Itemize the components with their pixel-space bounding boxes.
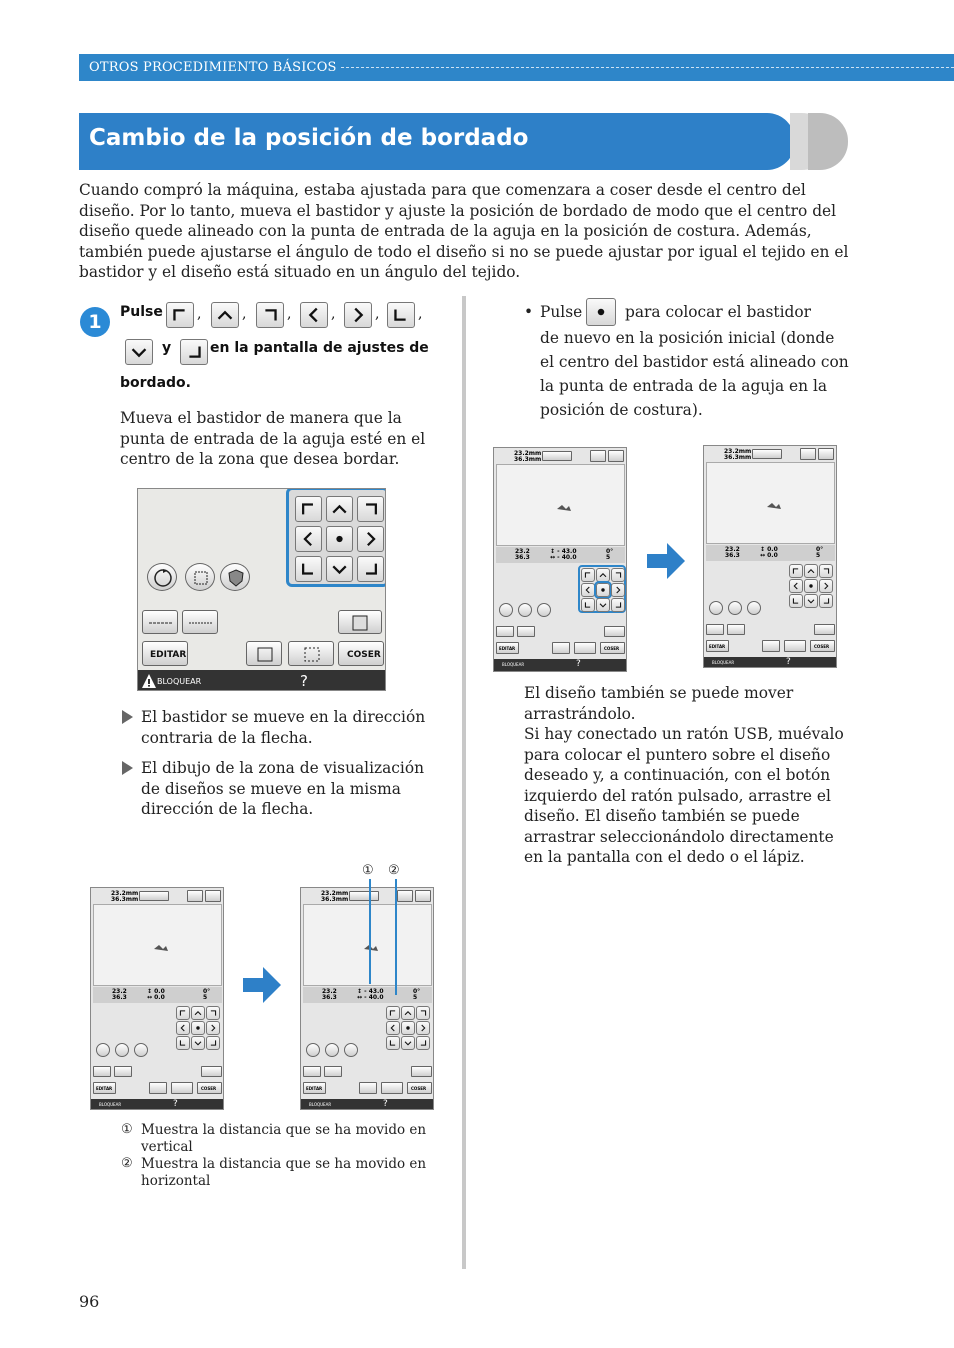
design-info-bar bbox=[706, 545, 835, 561]
angle-value: 0° bbox=[413, 988, 421, 995]
bloquear-label: BLOQUEAR bbox=[712, 660, 735, 665]
arrow-lower-right-icon[interactable] bbox=[416, 1036, 430, 1050]
design-height: 36.3mm bbox=[321, 896, 349, 903]
center-dot-icon[interactable] bbox=[596, 583, 610, 597]
editar-button[interactable] bbox=[93, 1082, 116, 1094]
page-title-bar bbox=[79, 113, 795, 170]
thread-button[interactable] bbox=[359, 1082, 377, 1094]
step-tail-label-1: en la pantalla de ajustes de bbox=[210, 340, 429, 356]
zoom-toggle-button[interactable] bbox=[139, 891, 169, 901]
angle-value: 0° bbox=[606, 548, 614, 555]
intro-paragraph: Cuando compró la máquina, estaba ajustada para que comenzara a coser desde el centro del diseño. Por lo tanto, mueva el bastidor y ajuste la posición de bordado de modo que el centro del diseño quede alineado con la punta de entrada de la aguja en la posición de costura. Además, también puede ajustarse el ángulo de todo el diseño si no se puede ajustar por igual el tejido en el bastidor y el diseño está situado en un ángulo del tejido. bbox=[79, 181, 849, 281]
right-pulse-label: Pulse bbox=[540, 303, 583, 321]
arrow-right-icon[interactable] bbox=[206, 1021, 220, 1035]
arrow-upper-left-icon[interactable] bbox=[176, 1006, 190, 1020]
design-info-bar bbox=[496, 547, 625, 563]
help-icon[interactable]: ? bbox=[786, 657, 791, 667]
coser-label: COSER bbox=[347, 650, 381, 660]
coser-button[interactable] bbox=[600, 642, 625, 654]
screen-before-center bbox=[493, 447, 627, 672]
thread-button[interactable] bbox=[246, 641, 282, 666]
arrow-up-icon[interactable] bbox=[326, 496, 353, 522]
coser-button[interactable] bbox=[407, 1082, 432, 1094]
arrow-lower-right-icon[interactable] bbox=[180, 339, 208, 365]
arrow-key-panel bbox=[385, 1005, 433, 1053]
coser-label: COSER bbox=[604, 646, 620, 651]
return-button[interactable] bbox=[397, 890, 413, 902]
home-button[interactable] bbox=[415, 890, 431, 902]
foot-button[interactable] bbox=[814, 624, 835, 635]
stitch-line-button-1[interactable] bbox=[142, 610, 178, 634]
bullet-text-1: El bastidor se mueve en la dirección contraria de la flecha. bbox=[141, 708, 426, 747]
design-height: 36.3mm bbox=[724, 454, 752, 461]
shield-button[interactable] bbox=[344, 1043, 358, 1057]
info-width: 23.2 bbox=[515, 548, 530, 555]
icon-separator: , bbox=[331, 306, 336, 322]
icon-separator: , bbox=[197, 306, 202, 322]
trial-button[interactable] bbox=[574, 642, 596, 654]
arrow-upper-right-icon[interactable] bbox=[611, 568, 625, 582]
foot-button[interactable] bbox=[338, 610, 382, 634]
stitch-line-button-1[interactable] bbox=[303, 1066, 321, 1077]
screen-before-move bbox=[90, 887, 224, 1110]
arrow-left-icon[interactable] bbox=[300, 302, 328, 328]
arrow-upper-left-icon[interactable] bbox=[789, 564, 803, 578]
zoom-button[interactable] bbox=[325, 1043, 339, 1057]
note-number-2: ② bbox=[121, 1156, 133, 1171]
coser-label: COSER bbox=[814, 644, 830, 649]
stitch-line-button-2[interactable] bbox=[182, 610, 218, 634]
color-count: 5 bbox=[203, 994, 208, 1001]
arrow-upper-left-icon[interactable] bbox=[166, 302, 194, 328]
arrow-down-icon[interactable] bbox=[401, 1036, 415, 1050]
foot-button[interactable] bbox=[201, 1066, 222, 1077]
arrow-upper-right-icon[interactable] bbox=[206, 1006, 220, 1020]
help-icon[interactable]: ? bbox=[300, 672, 308, 690]
editar-button[interactable] bbox=[496, 642, 519, 654]
arrow-upper-left-icon[interactable] bbox=[581, 568, 595, 582]
arrow-up-icon[interactable] bbox=[211, 302, 239, 328]
home-button[interactable] bbox=[608, 450, 624, 462]
angle-value: 0° bbox=[816, 546, 824, 553]
page-title: Cambio de la posición de bordado bbox=[89, 125, 529, 151]
page-number: 96 bbox=[79, 1292, 100, 1311]
arrow-upper-right-icon[interactable] bbox=[819, 564, 833, 578]
trial-button[interactable] bbox=[288, 641, 334, 666]
arrow-right-icon[interactable] bbox=[819, 579, 833, 593]
coser-button[interactable] bbox=[810, 640, 835, 652]
callout-number-1: ① bbox=[362, 863, 374, 878]
move-vertical: ↕ 0.0 bbox=[760, 546, 778, 553]
arrow-right-icon[interactable] bbox=[344, 302, 372, 328]
stitch-line-button-2[interactable] bbox=[114, 1066, 132, 1077]
arrow-down-icon[interactable] bbox=[804, 594, 818, 608]
foot-button[interactable] bbox=[604, 626, 625, 637]
zoom-toggle-button[interactable] bbox=[542, 451, 572, 461]
arrow-left-icon[interactable] bbox=[176, 1021, 190, 1035]
arrow-down-icon[interactable] bbox=[191, 1036, 205, 1050]
editar-label: EDITAR bbox=[709, 644, 726, 649]
note-text-1: Muestra la distancia que se ha movido en vertical bbox=[141, 1122, 427, 1155]
bullet-arrow-icon bbox=[122, 710, 133, 724]
zoom-button[interactable] bbox=[115, 1043, 129, 1057]
step-description: Mueva el bastidor de manera que la punta de entrada de la aguja esté en el centro de la zona que desea bordar. bbox=[120, 409, 426, 468]
angle-value: 0° bbox=[203, 988, 211, 995]
return-button[interactable] bbox=[800, 448, 816, 460]
screen-status-bar bbox=[704, 657, 836, 668]
stitch-line-button-1[interactable] bbox=[706, 624, 724, 635]
home-button[interactable] bbox=[818, 448, 834, 460]
thread-button[interactable] bbox=[149, 1082, 167, 1094]
step-pulse-label: Pulse bbox=[120, 304, 163, 320]
design-width: 23.2mm bbox=[514, 450, 542, 457]
arrow-up-icon[interactable] bbox=[804, 564, 818, 578]
right-arrow-icon bbox=[647, 543, 685, 579]
shield-button[interactable] bbox=[537, 603, 551, 617]
zoom-toggle-button[interactable] bbox=[349, 891, 379, 901]
coser-button[interactable] bbox=[338, 641, 384, 666]
rotate-button[interactable] bbox=[499, 603, 513, 617]
arrow-lower-right-icon[interactable] bbox=[206, 1036, 220, 1050]
arrow-upper-left-icon[interactable] bbox=[295, 496, 322, 522]
arrow-upper-right-icon[interactable] bbox=[256, 302, 284, 328]
stitch-line-button-2[interactable] bbox=[324, 1066, 342, 1077]
zoom-button[interactable] bbox=[185, 563, 215, 591]
arrow-left-icon[interactable] bbox=[386, 1021, 400, 1035]
color-count: 5 bbox=[606, 554, 611, 561]
note-text-2: Muestra la distancia que se ha movido en horizontal bbox=[141, 1156, 427, 1189]
return-button[interactable] bbox=[187, 890, 203, 902]
design-height: 36.3mm bbox=[514, 456, 542, 463]
arrow-lower-left-icon[interactable] bbox=[581, 598, 595, 612]
arrow-upper-left-icon[interactable] bbox=[386, 1006, 400, 1020]
editar-label: EDITAR bbox=[150, 650, 187, 660]
arrow-key-panel bbox=[578, 565, 626, 613]
design-height: 36.3mm bbox=[111, 896, 139, 903]
column-divider bbox=[462, 296, 466, 1269]
icon-separator: , bbox=[287, 306, 292, 322]
embroidery-settings-screen-large bbox=[137, 488, 386, 691]
coser-label: COSER bbox=[411, 1086, 427, 1091]
rotate-button[interactable] bbox=[96, 1043, 110, 1057]
move-vertical: ↕ - 43.0 bbox=[550, 548, 577, 555]
arrow-down-icon[interactable] bbox=[326, 556, 353, 582]
shield-button[interactable] bbox=[220, 563, 250, 591]
editar-button[interactable] bbox=[142, 641, 188, 666]
thread-button[interactable] bbox=[552, 642, 570, 654]
design-display-area bbox=[93, 904, 222, 986]
return-button[interactable] bbox=[590, 450, 606, 462]
note-number-1: ① bbox=[121, 1122, 133, 1137]
info-width: 23.2 bbox=[725, 546, 740, 553]
stitch-line-button-1[interactable] bbox=[93, 1066, 111, 1077]
arrow-key-panel bbox=[286, 488, 386, 587]
icon-separator: , bbox=[375, 306, 380, 322]
center-dot-icon[interactable] bbox=[586, 298, 616, 326]
arrow-lower-left-icon[interactable] bbox=[387, 302, 415, 328]
editar-label: EDITAR bbox=[499, 646, 516, 651]
arrow-up-icon[interactable] bbox=[596, 568, 610, 582]
help-icon[interactable]: ? bbox=[383, 1099, 388, 1109]
step-number-badge: 1 bbox=[80, 307, 110, 337]
arrow-right-icon[interactable] bbox=[611, 583, 625, 597]
design-width: 23.2mm bbox=[321, 890, 349, 897]
arrow-lower-right-icon[interactable] bbox=[357, 556, 384, 582]
right-bullet-text-2: de nuevo en la posición inicial (donde el centro del bastidor está alineado con la punta de entrada de la aguja en la posición de costura). bbox=[540, 329, 849, 419]
header-dashed-rule bbox=[341, 67, 954, 68]
arrow-down-icon[interactable] bbox=[596, 598, 610, 612]
info-height: 36.3 bbox=[515, 554, 530, 561]
coser-button[interactable] bbox=[197, 1082, 222, 1094]
rotate-button[interactable] bbox=[306, 1043, 320, 1057]
bullet-arrow-icon bbox=[122, 761, 133, 775]
stitch-line-button-2[interactable] bbox=[517, 626, 535, 637]
move-horizontal: ↔ 0.0 bbox=[147, 994, 165, 1001]
stitch-line-button-2[interactable] bbox=[727, 624, 745, 635]
arrow-down-icon[interactable] bbox=[125, 339, 153, 365]
arrow-left-icon[interactable] bbox=[581, 583, 595, 597]
rotate-button[interactable] bbox=[147, 563, 177, 591]
trial-button[interactable] bbox=[171, 1082, 193, 1094]
bullet-text-2: El dibujo de la zona de visualización de diseños se mueve en la misma dirección de la flecha. bbox=[141, 759, 425, 818]
move-vertical: ↕ 0.0 bbox=[147, 988, 165, 995]
screen-status-bar bbox=[138, 670, 385, 691]
arrow-key-panel bbox=[788, 563, 836, 611]
editar-label: EDITAR bbox=[96, 1086, 113, 1091]
center-dot-icon[interactable] bbox=[326, 526, 353, 552]
drag-description: El diseño también se puede mover arrastrándolo. Si hay conectado un ratón USB, muévalo para colocar el puntero sobre el diseño deseado y, a continuación, con el botón izquierdo del ratón pulsado, arrastre el diseño. El diseño también se puede arrastrar seleccionándolo directamente en la pantalla con el dedo o el lápiz. bbox=[524, 684, 844, 866]
arrow-lower-left-icon[interactable] bbox=[295, 556, 322, 582]
info-height: 36.3 bbox=[112, 994, 127, 1001]
step-tail-label-2: bordado. bbox=[120, 375, 191, 391]
design-display-area bbox=[706, 462, 835, 544]
design-display-area bbox=[496, 464, 625, 546]
info-height: 36.3 bbox=[725, 552, 740, 559]
icon-separator: , bbox=[418, 306, 423, 322]
section-header-band bbox=[79, 54, 954, 81]
right-bullet-dot: • bbox=[524, 303, 534, 321]
bloquear-label: BLOQUEAR bbox=[157, 677, 202, 686]
bloquear-label: BLOQUEAR bbox=[99, 1102, 122, 1107]
editar-button[interactable] bbox=[706, 640, 729, 652]
design-width: 23.2mm bbox=[111, 890, 139, 897]
icon-separator: , bbox=[242, 306, 247, 322]
editar-button[interactable] bbox=[303, 1082, 326, 1094]
color-count: 5 bbox=[413, 994, 418, 1001]
arrow-left-icon[interactable] bbox=[295, 526, 322, 552]
thread-button[interactable] bbox=[762, 640, 780, 652]
rotate-button[interactable] bbox=[709, 601, 723, 615]
zoom-button[interactable] bbox=[518, 603, 532, 617]
arrow-lower-left-icon[interactable] bbox=[386, 1036, 400, 1050]
foot-button[interactable] bbox=[411, 1066, 432, 1077]
move-horizontal: ↔ 0.0 bbox=[760, 552, 778, 559]
home-button[interactable] bbox=[205, 890, 221, 902]
editar-label: EDITAR bbox=[306, 1086, 323, 1091]
title-decoration-2 bbox=[808, 113, 848, 170]
arrow-upper-right-icon[interactable] bbox=[357, 496, 384, 522]
right-bullet-text-1: para colocar el bastidor bbox=[625, 303, 812, 321]
design-width: 23.2mm bbox=[724, 448, 752, 455]
arrow-lower-right-icon[interactable] bbox=[611, 598, 625, 612]
help-icon[interactable]: ? bbox=[173, 1099, 178, 1109]
callout-line-2 bbox=[395, 879, 397, 995]
shield-button[interactable] bbox=[747, 601, 761, 615]
arrow-right-icon[interactable] bbox=[357, 526, 384, 552]
warning-icon bbox=[141, 673, 157, 689]
center-dot-icon[interactable] bbox=[191, 1021, 205, 1035]
arrow-upper-right-icon[interactable] bbox=[416, 1006, 430, 1020]
trial-button[interactable] bbox=[784, 640, 806, 652]
step-y-label: y bbox=[162, 340, 172, 356]
callout-line-1 bbox=[369, 879, 371, 984]
design-info-bar bbox=[93, 987, 222, 1003]
arrow-lower-right-icon[interactable] bbox=[819, 594, 833, 608]
bloquear-label: BLOQUEAR bbox=[309, 1102, 332, 1107]
center-dot-icon[interactable] bbox=[804, 579, 818, 593]
help-icon[interactable]: ? bbox=[576, 659, 581, 669]
callout-number-2: ② bbox=[388, 863, 400, 878]
screen-after-center bbox=[703, 445, 837, 668]
stitch-line-button-1[interactable] bbox=[496, 626, 514, 637]
design-info-bar bbox=[303, 987, 432, 1003]
arrow-right-icon[interactable] bbox=[416, 1021, 430, 1035]
arrow-key-panel bbox=[175, 1005, 223, 1053]
zoom-button[interactable] bbox=[728, 601, 742, 615]
arrow-up-icon[interactable] bbox=[401, 1006, 415, 1020]
info-width: 23.2 bbox=[112, 988, 127, 995]
center-dot-icon[interactable] bbox=[401, 1021, 415, 1035]
bloquear-label: BLOQUEAR bbox=[502, 662, 525, 667]
screen-status-bar bbox=[494, 659, 626, 671]
trial-button[interactable] bbox=[381, 1082, 403, 1094]
move-horizontal: ↔ - 40.0 bbox=[550, 554, 577, 561]
arrow-lower-left-icon[interactable] bbox=[789, 594, 803, 608]
info-width: 23.2 bbox=[322, 988, 337, 995]
right-arrow-icon bbox=[243, 967, 281, 1003]
arrow-up-icon[interactable] bbox=[191, 1006, 205, 1020]
coser-label: COSER bbox=[201, 1086, 217, 1091]
move-vertical: ↕ - 43.0 bbox=[357, 988, 384, 995]
screen-status-bar bbox=[91, 1099, 223, 1110]
design-display-area bbox=[303, 904, 432, 986]
shield-button[interactable] bbox=[134, 1043, 148, 1057]
move-horizontal: ↔ - 40.0 bbox=[357, 994, 384, 1001]
screen-after-move bbox=[300, 887, 434, 1110]
zoom-toggle-button[interactable] bbox=[752, 449, 782, 459]
screen-status-bar bbox=[301, 1099, 433, 1110]
info-height: 36.3 bbox=[322, 994, 337, 1001]
color-count: 5 bbox=[816, 552, 821, 559]
section-header-text: OTROS PROCEDIMIENTO BÁSICOS bbox=[89, 60, 337, 75]
arrow-lower-left-icon[interactable] bbox=[176, 1036, 190, 1050]
arrow-left-icon[interactable] bbox=[789, 579, 803, 593]
